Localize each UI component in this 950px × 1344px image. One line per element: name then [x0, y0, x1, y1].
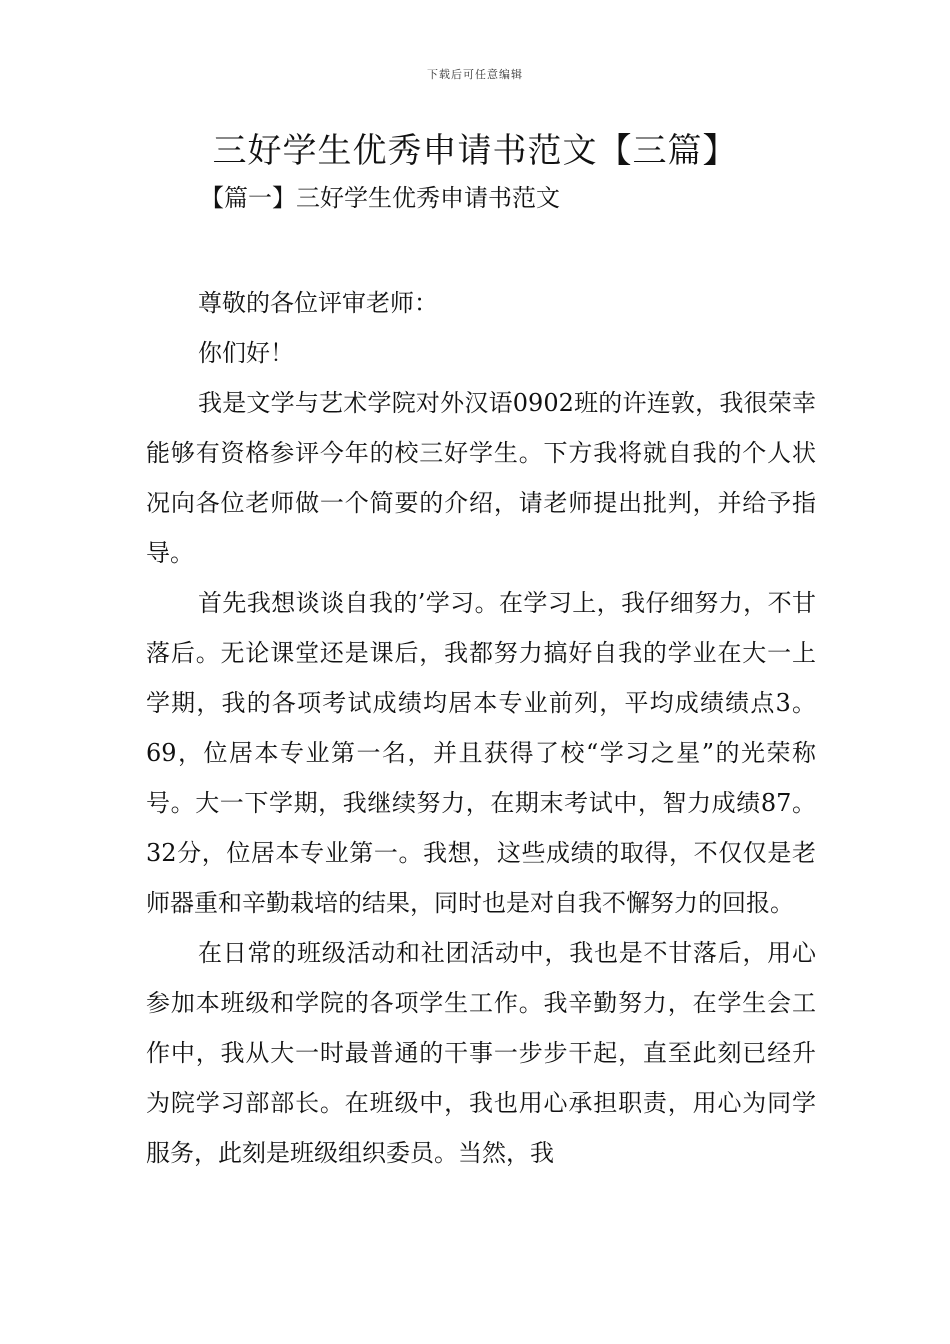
paragraph-study: 首先我想谈谈自我的’学习。在学习上，我仔细努力，不甘落后。无论课堂还是课后，我都努力搞好自我的学业在大一上学期，我的各项考试成绩均居本专业前列，平均成绩绩点3。69，位居本专业第一名，并且获得了校“学习之星”的光荣称号。大一下学期，我继续努力，在期末考试中，智力成绩87。32分，位居本专业第一。我想，这些成绩的取得，不仅仅是老师器重和辛勤栽培的结果，同时也是对自我不懈努力的回报。 — [146, 589, 816, 917]
section-heading: 【篇一】三好学生优秀申请书范文 — [200, 184, 560, 212]
document-body — [146, 278, 816, 1178]
header-note: 下载后可任意编辑 — [427, 68, 523, 81]
paragraph-introduction: 我是文学与艺术学院对外汉语0902班的许连敦，我很荣幸能够有资格参评今年的校三好学生。下方我将就自我的个人状况向各位老师做一个简要的介绍，请老师提出批判，并给予指导。 — [146, 389, 816, 567]
document-title: 三好学生优秀申请书范文【三篇】 — [212, 131, 738, 171]
salutation: 尊敬的各位评审老师： — [198, 289, 438, 317]
paragraph-activities: 在日常的班级活动和社团活动中，我也是不甘落后，用心参加本班级和学院的各项学生工作。我辛勤努力，在学生会工作中，我从大一时最普通的干事一步步干起，直至此刻已经升为院学习部部长。在班级中，我也用心承担职责，用心为同学服务，此刻是班级组织委员。当然，我 — [146, 939, 816, 1167]
greeting: 你们好！ — [198, 339, 294, 367]
